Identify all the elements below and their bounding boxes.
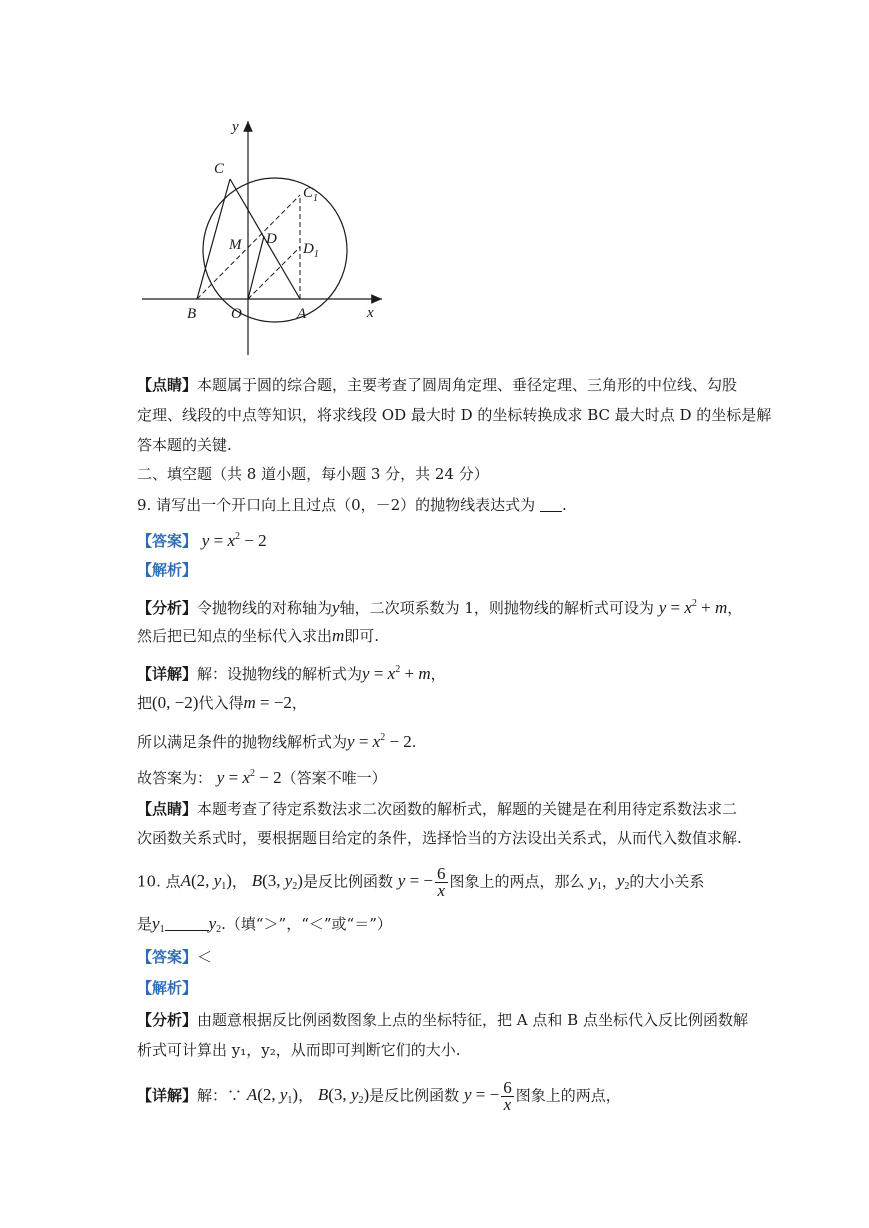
label-d1: $D_1$: [303, 241, 319, 260]
q10-jiexi-tag: 【解析】: [137, 979, 198, 997]
q10-xiangjie-1: 【详解】解：∵ A(2, $y_1$)， B(3, $y_2$)是反比例函数 y = − $\frac{6}{x}$ 图象上的两点，: [137, 1078, 621, 1114]
dianjing-tag: 【点睛】: [137, 376, 198, 394]
label-y: y: [232, 119, 239, 135]
q10-stem-2: 是$y_1$ $y_2$.（填“＞”，“＜”或“＝”）: [137, 914, 392, 935]
geometry-figure: [140, 115, 390, 360]
q10-fenxi-1: 【分析】由题意根据反比例函数图象上点的坐标特征，把 A 点和 B 点坐标代入反比例函数解: [137, 1011, 748, 1029]
q9-xiangjie-1: 【详解】解：设抛物线的解析式为$y = x^2 + m$，: [137, 664, 446, 683]
dianjing-line-3: 答本题的关键.: [137, 436, 232, 454]
q9-stem: 9. 请写出一个开口向上且过点（0，－2）的抛物线表达式为 .: [137, 496, 567, 514]
q9-dianjing-1: 【点睛】本题考查了待定系数法求二次函数的解析式，解题的关键是在利用待定系数法求二: [137, 800, 738, 818]
q9-fenxi-1: 【分析】令抛物线的对称轴为y轴，二次项系数为 1，则抛物线的解析式可设为 $y = x^2 + m$，: [137, 598, 743, 617]
q10-answer: 【答案】＜: [137, 948, 213, 966]
answer-tag: 【答案】: [137, 532, 198, 550]
q9-answer-formula: $y = x^2 - 2$: [201, 531, 267, 550]
q9-fenxi-2: 然后把已知点的坐标代入求出m即可.: [137, 626, 380, 645]
dianjing-line-2: 定理、线段的中点等知识，将求线段 OD 最大时 D 的坐标转换成求 BC 最大时点 D 的坐标是解: [137, 406, 772, 424]
label-c: C: [214, 161, 225, 177]
label-d: D: [266, 231, 277, 247]
section-title: 二、填空题（共 8 道小题，每小题 3 分，共 24 分）: [137, 465, 489, 483]
q9-xiangjie-2: 把(0, −2)代入得m = −2，: [137, 693, 307, 712]
answer-blank: [540, 497, 562, 512]
dianjing-line-1: 【点睛】本题属于圆的综合题，主要考查了圆周角定理、垂径定理、三角形的中位线、勾股: [137, 376, 738, 394]
q9-xiangjie-3: 所以满足条件的抛物线解析式为$y = x^2 - 2$.: [137, 732, 417, 751]
q9-answer: [137, 527, 267, 551]
segment-cb: [197, 179, 230, 299]
label-b: B: [187, 306, 197, 322]
label-x: x: [367, 305, 374, 321]
label-c1: $C_1$: [303, 185, 319, 204]
label-m: M: [229, 237, 242, 253]
q9-jiexi-tag: 【解析】: [137, 561, 198, 579]
parabola-formula: $y = x^2 + m$: [658, 598, 728, 617]
label-a: A: [297, 306, 307, 322]
q10-stem-1: 10. 点A(2, $y_1$)， B(3, $y_2$)是反比例函数 y = − $\frac{6}{x}$ 图象上的两点，那么 $y_1$，$y_2$的大小关系: [137, 864, 705, 900]
answer-blank: [165, 916, 209, 931]
q9-xiangjie-4: 故答案为： $y = x^2 - 2$（答案不唯一）: [137, 768, 387, 787]
q10-fenxi-2: 析式可计算出 y₁，y₂，从而即可判断它们的大小.: [137, 1041, 461, 1059]
label-o: O: [231, 306, 242, 322]
q9-dianjing-2: 次函数关系式时，要根据题目给定的条件，选择恰当的方法设出关系式，从而代入数值求解.: [137, 829, 742, 847]
